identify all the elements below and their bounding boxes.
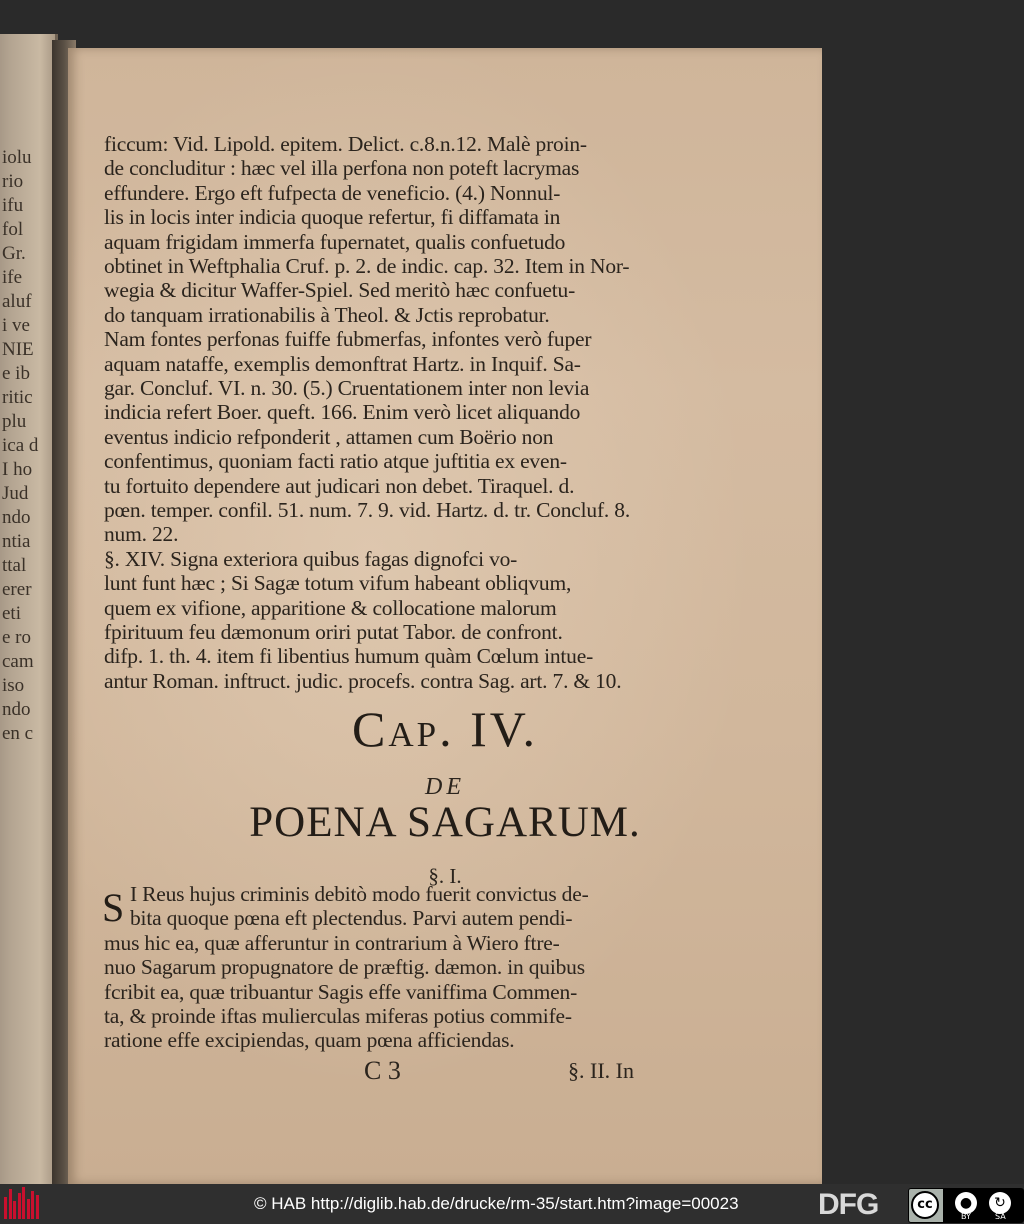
chapter-preposition: DE bbox=[425, 774, 465, 800]
hab-logo-bar bbox=[4, 1197, 7, 1219]
prev-page-fragment: I ho bbox=[2, 459, 33, 480]
share-alike-icon: ↻ bbox=[989, 1192, 1011, 1214]
sa-label: SA bbox=[995, 1212, 1006, 1221]
hab-logo-bar bbox=[18, 1193, 21, 1219]
copyright-link[interactable]: © HAB http://diglib.hab.de/drucke/rm-35/start.htm?image=00023 bbox=[254, 1194, 739, 1213]
prev-page-fragment: Jud bbox=[2, 483, 29, 504]
text-line: ratione effe excipiendas, quam pœna afficiendas. bbox=[104, 1028, 515, 1053]
prev-page-fragment: ritic bbox=[2, 387, 33, 408]
text-line: indicia refert Boer. queft. 166. Enim verò licet aliquando bbox=[104, 400, 581, 425]
signature-mark: C 3 bbox=[364, 1056, 401, 1085]
drop-capital: S bbox=[102, 885, 125, 930]
text-line: §. XIV. Signa exteriora quibus fagas dignofci vo- bbox=[104, 546, 518, 571]
text-line: ta, & proinde iftas mulierculas miferas potius commife- bbox=[104, 1004, 572, 1028]
prev-page-fragment: e ib bbox=[2, 363, 30, 384]
text-line: pœn. temper. confil. 51. num. 7. 9. vid. Hartz. d. tr. Concluf. 8. bbox=[104, 498, 631, 522]
prev-page-fragment: ndo bbox=[2, 507, 31, 528]
text-line: lunt funt hæc ; Si Sagæ totum vifum habeant obliqvum, bbox=[104, 571, 572, 596]
chapter-subtitle: POENA SAGARUM. bbox=[249, 799, 641, 846]
text-line: quem ex vifione, apparitione & collocatione malorum bbox=[104, 595, 557, 620]
text-line: tu fortuito dependere aut judicari non debet. Tiraquel. d. bbox=[104, 473, 575, 498]
prev-page-fragment: e ro bbox=[2, 627, 32, 648]
hab-logo-icon bbox=[4, 1187, 40, 1221]
text-line: ficcum: Vid. Lipold. epitem. Delict. c.8.n.12. Malè proin- bbox=[104, 132, 587, 156]
cc-license-badge[interactable] bbox=[908, 1188, 1024, 1223]
text-line: fpirituum feu dæmonum oriri putat Tabor. de confront. bbox=[104, 620, 563, 644]
text-line: aquam frigidam immerfa fupernatet, qualis confuetudo bbox=[104, 229, 566, 254]
prev-page-fragment: aluf bbox=[2, 291, 32, 312]
text-line: de concluditur : hæc vel illa perfona non poteft lacrymas bbox=[104, 156, 580, 181]
text-line: aquam nataffe, exemplis demonftrat Hartz. in Inquif. Sa- bbox=[104, 351, 581, 376]
prev-page-fragment: eti bbox=[2, 603, 21, 624]
text-line: Nam fontes perfonas fuiffe fubmerfas, infontes verò fuper bbox=[104, 327, 592, 352]
prev-page-fragment: iolu bbox=[2, 147, 32, 168]
attribution-icon: ● bbox=[955, 1192, 977, 1214]
prev-page-fragment: NIE bbox=[2, 339, 34, 360]
text-line: fcribit ea, quæ tribuantur Sagis effe vaniffima Commen- bbox=[104, 979, 578, 1004]
prev-page-fragment: ndo bbox=[2, 699, 31, 720]
text-line: I Reus hujus criminis debitò modo fuerit convictus de- bbox=[130, 882, 589, 906]
prev-page-fragment: ifu bbox=[2, 195, 24, 216]
prev-page-fragment: ica d bbox=[2, 435, 39, 456]
text-line: difp. 1. th. 4. item fi libentius humum quàm Cœlum intue- bbox=[104, 644, 594, 669]
hab-logo-bar bbox=[22, 1187, 25, 1219]
scanned-page bbox=[68, 48, 822, 1184]
prev-page-fragment: iso bbox=[2, 675, 25, 696]
prev-page-fragment: Gr. bbox=[2, 243, 26, 264]
prev-page-fragment: ntia bbox=[2, 531, 31, 552]
text-line: do tanquam irrationabilis à Theol. & Jctis reprobatur. bbox=[104, 302, 550, 327]
text-line: num. 22. bbox=[104, 522, 179, 547]
chapter-title: Cap. IV. bbox=[352, 701, 538, 757]
dfg-logo: DFG bbox=[818, 1188, 879, 1221]
text-line: effundere. Ergo eft fufpecta de veneficio. (4.) Nonnul- bbox=[104, 180, 561, 205]
prev-page-fragment: ife bbox=[2, 267, 23, 288]
hab-logo-bar bbox=[36, 1195, 39, 1219]
text-line: bita quoque pœna eft plectendus. Parvi autem pendi- bbox=[130, 906, 573, 931]
catchword: §. II. In bbox=[568, 1058, 634, 1083]
prev-page-fragment: rio bbox=[2, 171, 24, 192]
text-line: antur Roman. inftruct. judic. procefs. contra Sag. art. 7. & 10. bbox=[104, 668, 622, 693]
prev-page-fragment: cam bbox=[2, 651, 34, 672]
prev-page-fragment: fol bbox=[2, 219, 24, 240]
text-line: eventus indicio refponderit , attamen cum Boërio non bbox=[104, 424, 554, 449]
by-label: BY bbox=[961, 1212, 971, 1221]
text-line: confentimus, quoniam facti ratio atque juftitia ex even- bbox=[104, 449, 567, 474]
cc-icon: cc bbox=[911, 1191, 939, 1219]
prev-page-fragment: i ve bbox=[2, 315, 30, 336]
text-line: obtinet in Weftphalia Cruf. p. 2. de indic. cap. 32. Item in Nor- bbox=[104, 254, 630, 278]
prev-page-fragment: en c bbox=[2, 723, 34, 744]
text-line: mus hic ea, quæ afferuntur in contrarium à Wiero ftre- bbox=[104, 930, 560, 955]
text-line: lis in locis inter indicia quoque refertur, fi diffamata in bbox=[104, 205, 561, 230]
text-line: gar. Concluf. VI. n. 30. (5.) Cruentationem inter non levia bbox=[104, 376, 590, 400]
prev-page-fragment: plu bbox=[2, 411, 27, 432]
hab-logo-bar bbox=[13, 1201, 16, 1219]
text-line: wegia & dicitur Waffer-Spiel. Sed meritò hæc confuetu- bbox=[104, 278, 576, 303]
hab-logo-bar bbox=[31, 1191, 34, 1219]
prev-page-fragment: ttal bbox=[2, 555, 27, 576]
section-mark: §. I. bbox=[428, 864, 462, 888]
license-terms bbox=[943, 1189, 1023, 1222]
hab-logo-bar bbox=[9, 1189, 12, 1219]
hab-logo-bar bbox=[27, 1199, 30, 1219]
previous-page-edge bbox=[0, 34, 58, 1184]
footer-bar bbox=[0, 1184, 1024, 1224]
prev-page-fragment: erer bbox=[2, 579, 32, 600]
text-line: nuo Sagarum propugnatore de præftig. dæmon. in quibus bbox=[104, 955, 585, 980]
